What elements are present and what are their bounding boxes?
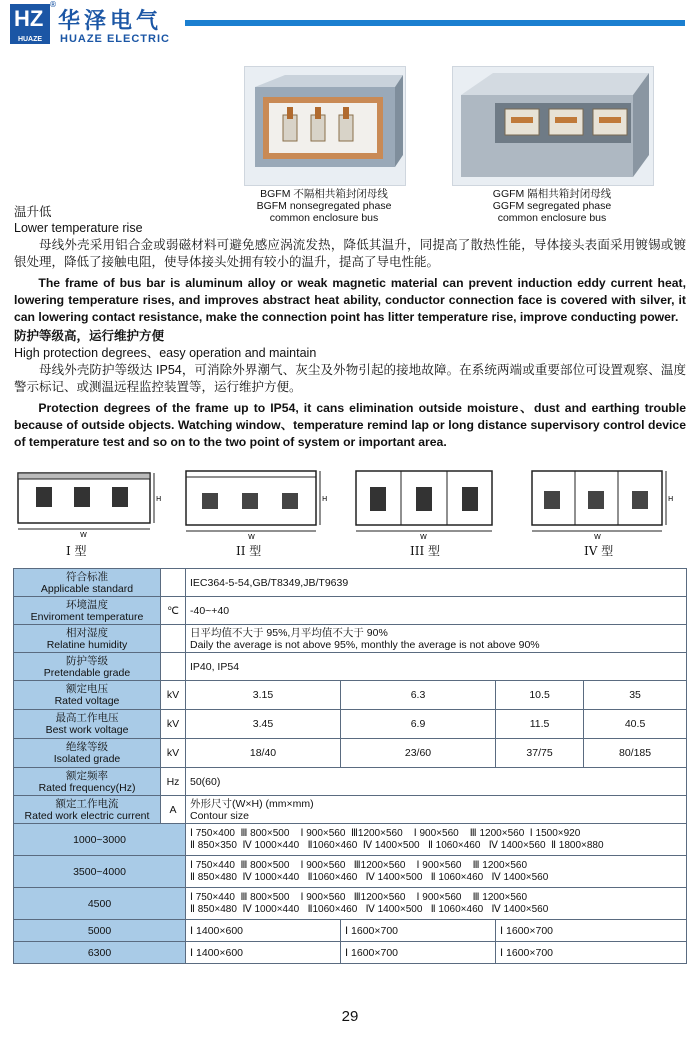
header-bar xyxy=(185,20,685,26)
row-humidity xyxy=(14,625,687,653)
table-row xyxy=(14,920,687,942)
ggfm-photo xyxy=(452,66,654,186)
page-header xyxy=(0,0,700,52)
section1-para-en: The frame of bus bar is aluminum alloy or weak magnetic material can prevent induction eddy current heat, lowering temperature rises, and improves abstract heat ability, conductor connection face is covered with silver, it can lowering contact resistance, make the connection point has litter temperature rise, improve conducting power. xyxy=(14,276,686,324)
section2-para-en: Protection degrees of the frame up to IP54, it cans elimination outside moisture、dust and earthing trouble because of outside objects. Watching window、temperature remind lap or long distance supervisory control device of temperature test and so on to the two point of system or important area. xyxy=(14,401,686,449)
isolated-1: 18/40 xyxy=(186,739,341,768)
row-env-temp xyxy=(14,597,687,625)
contour-size: Ⅰ 1600×700 xyxy=(496,920,687,942)
current-value: 3500~4000 xyxy=(14,856,186,888)
bgfm-caption-cn: BGFM 不隔相共箱封闭母线 xyxy=(260,188,388,200)
protection-label: 防护等级 Pretendable grade xyxy=(14,653,161,681)
protection-value: IP40, IP54 xyxy=(186,653,687,681)
best-voltage-2: 6.9 xyxy=(341,710,496,739)
section2-title-en: High protection degrees、easy operation and maintain xyxy=(14,346,317,360)
rated-voltage-4: 35 xyxy=(584,681,687,710)
contour-size: Ⅰ 1600×700 xyxy=(496,942,687,964)
current-value: 5000 xyxy=(14,920,186,942)
humidity-label: 相对湿度 Relatine humidity xyxy=(14,625,161,653)
spec-table xyxy=(13,568,687,964)
ggfm-caption-en1: GGFM segregated phase xyxy=(492,200,612,212)
humidity-value: 日平均值不大于 95%,月平均值不大于 90% Daily the average is not above 95%, monthly the average is not above 90% xyxy=(186,625,687,653)
table-row xyxy=(14,856,687,888)
diagram-2-w: W xyxy=(248,533,255,541)
diagram-3-w: W xyxy=(420,533,427,541)
diagram-label-1: I 型 xyxy=(66,544,87,558)
diagram-1-w: W xyxy=(80,531,87,539)
frequency-unit: Hz xyxy=(161,768,186,796)
contour-size: Ⅰ 1600×700 xyxy=(341,942,496,964)
current-value: 1000~3000 xyxy=(14,824,186,856)
rated-voltage-3: 10.5 xyxy=(496,681,584,710)
table-row xyxy=(14,942,687,964)
best-voltage-3: 11.5 xyxy=(496,710,584,739)
best-voltage-unit: kV xyxy=(161,710,186,739)
contour-size: Ⅰ 1400×600 xyxy=(186,920,341,942)
row-protection xyxy=(14,653,687,681)
rated-voltage-2: 6.3 xyxy=(341,681,496,710)
env-temp-value: -40~+40 xyxy=(186,597,687,625)
logo-letters: HZ xyxy=(14,6,44,31)
standard-label: 符合标准 Applicable standard xyxy=(14,569,161,597)
contour-size: Ⅰ 1600×700 xyxy=(341,920,496,942)
isolated-label: 绝缘等级 Isolated grade xyxy=(14,739,161,768)
best-voltage-1: 3.45 xyxy=(186,710,341,739)
diagram-label-3: III 型 xyxy=(410,544,441,558)
rated-voltage-1: 3.15 xyxy=(186,681,341,710)
standard-value: IEC364-5-54,GB/T8349,JB/T9639 xyxy=(186,569,687,597)
best-voltage-4: 40.5 xyxy=(584,710,687,739)
bgfm-photo xyxy=(244,66,406,186)
row-isolated xyxy=(14,739,687,768)
isolated-3: 37/75 xyxy=(496,739,584,768)
section2-title-cn: 防护等级高，运行维护方便 xyxy=(14,329,165,343)
bgfm-caption-en1: BGFM nonsegregated phase xyxy=(256,200,392,212)
row-standard xyxy=(14,569,687,597)
bgfm-caption-en2: common enclosure bus xyxy=(269,212,379,224)
contour-sizes: Ⅰ 750×400 Ⅲ 800×500 Ⅰ 900×560 Ⅲ1200×560 Ⅰ 900×560 Ⅲ 1200×560 Ⅰ 1500×920 Ⅱ 850×350 Ⅳ 1000×440 Ⅱ1060×460 Ⅳ 1400×500 Ⅱ 1060×460 Ⅳ 1400×560 Ⅱ 1800×880 xyxy=(186,824,687,856)
contour-sizes: Ⅰ 750×440 Ⅲ 800×500 Ⅰ 900×560 Ⅲ1200×560 Ⅰ 900×560 Ⅲ 1200×560 Ⅱ 850×480 Ⅳ 1000×440 Ⅱ1060×460 Ⅳ 1400×500 Ⅱ 1060×460 Ⅳ 1400×560 xyxy=(186,888,687,920)
ggfm-caption-cn: GGFM 隔相共箱封闭母线 xyxy=(492,188,612,200)
contour-size-header: 外形尺寸(W×H) (mm×mm) Contour size xyxy=(186,796,687,824)
section2-para-cn: 母线外壳防护等级达 IP54，可消除外界潮气、灰尘及外物引起的接地故障。在系统两端或重要部位可设置观察、温度警示标记、或测温远程监控装置等，运行维护方便。 xyxy=(14,363,686,394)
rated-voltage-unit: kV xyxy=(161,681,186,710)
row-best-voltage xyxy=(14,710,687,739)
row-rated-voltage xyxy=(14,681,687,710)
diagram-type-2 xyxy=(182,463,332,545)
registered-mark: ® xyxy=(49,0,57,9)
isolated-4: 80/185 xyxy=(584,739,687,768)
ggfm-caption-en2: common enclosure bus xyxy=(497,212,607,224)
section1-title-en: Lower temperature rise xyxy=(14,221,143,235)
diagram-1-h: H xyxy=(156,495,162,503)
section1-para-cn: 母线外壳采用铝合金或弱磁材料可避免感应涡流发热，降低其温升，同提高了散热性能，导体接头表面采用镀锡或镀银处理，降低了接触电阻，使导体接头处拥有较小的温升，提高了导电性能。 xyxy=(14,238,686,269)
current-value: 6300 xyxy=(14,942,186,964)
diagram-type-3 xyxy=(352,463,502,545)
isolated-unit: kV xyxy=(161,739,186,768)
diagram-label-2: II 型 xyxy=(236,544,262,558)
frequency-label: 额定频率 Rated frequency(Hz) xyxy=(14,768,161,796)
section1-title-cn: 温升低 xyxy=(14,205,52,219)
best-voltage-label: 最高工作电压 Best work voltage xyxy=(14,710,161,739)
env-temp-label: 环境温度 Enviroment temperature xyxy=(14,597,161,625)
diagram-4-w: W xyxy=(594,533,601,541)
diagram-4-h: H xyxy=(668,495,674,503)
diagram-type-1 xyxy=(14,463,164,545)
diagram-label-4: IV 型 xyxy=(584,544,614,558)
row-frequency xyxy=(14,768,687,796)
row-current xyxy=(14,796,687,824)
brand-name-cn: 华泽电气 xyxy=(58,9,163,34)
diagram-2-h: H xyxy=(322,495,328,503)
isolated-2: 23/60 xyxy=(341,739,496,768)
rated-voltage-label: 额定电压 Rated voltage xyxy=(14,681,161,710)
contour-size: Ⅰ 1400×600 xyxy=(186,942,341,964)
huaze-logo xyxy=(10,4,50,44)
logo-sub: HUAZE xyxy=(17,36,43,43)
diagram-type-4 xyxy=(528,463,688,545)
env-temp-unit: ℃ xyxy=(161,597,186,625)
current-value: 4500 xyxy=(14,888,186,920)
current-unit: A xyxy=(161,796,186,824)
brand-name-en: HUAZE ELECTRIC xyxy=(60,33,170,45)
contour-sizes: Ⅰ 750×440 Ⅲ 800×500 Ⅰ 900×560 Ⅲ1200×560 Ⅰ 900×560 Ⅲ 1200×560 Ⅱ 850×480 Ⅳ 1000×440 Ⅱ1060×460 Ⅳ 1400×500 Ⅱ 1060×460 Ⅳ 1400×560 xyxy=(186,856,687,888)
frequency-value: 50(60) xyxy=(186,768,687,796)
current-label: 额定工作电流 Rated work electric current xyxy=(14,796,161,824)
table-row xyxy=(14,888,687,920)
table-row xyxy=(14,824,687,856)
page-number: 29 xyxy=(341,1008,359,1025)
